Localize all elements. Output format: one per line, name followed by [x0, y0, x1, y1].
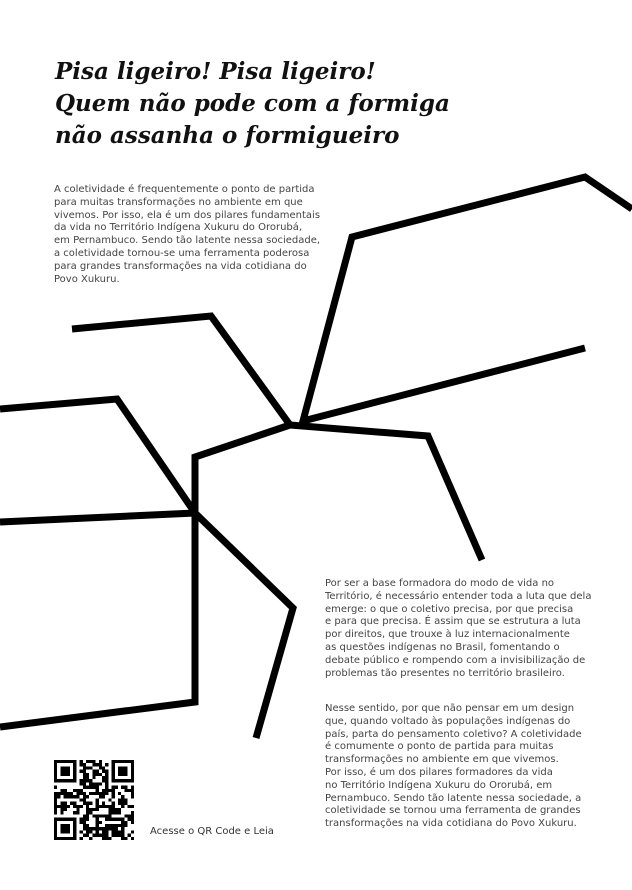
- page-title: [55, 56, 450, 152]
- trail-line-lower-diagonal: [195, 513, 293, 738]
- text-line: para grandes transformações na vida cotidiana do: [54, 260, 307, 272]
- text-line: A coletividade é frequentemente o ponto de partida: [54, 184, 315, 195]
- text-line: Território, é necessário entender toda a luta que dela: [325, 590, 592, 602]
- text-line: vivemos. Por isso, ela é um dos pilares fundamentais: [54, 209, 321, 221]
- text-line: transformações na vida cotidiana do Povo Xukuru.: [325, 818, 577, 830]
- trail-line-center-drop: [0, 425, 290, 727]
- text-line: no Território Indígena Xukuru do Ororubá, em: [325, 779, 553, 791]
- text-line: da vida no Território Indígena Xukuru do Ororubá,: [54, 222, 303, 234]
- qr-code-icon[interactable]: [54, 760, 134, 840]
- title-line: não assanha o formigueiro: [55, 122, 400, 149]
- text-line: Pernambuco. Sendo tão latente nessa sociedade, a: [325, 792, 582, 804]
- text-line: a coletividade tornou-se uma ferramenta poderosa: [54, 247, 310, 259]
- title-line: Quem não pode com a formiga: [55, 90, 450, 117]
- text-line: que, quando voltado às populações indígenas do: [325, 715, 571, 727]
- text-line: emerge: o que o coletivo precisa, por que precisa: [325, 603, 574, 615]
- trail-line-center-right: [290, 425, 482, 560]
- text-line: coletividade se tornou uma ferramenta de grandes: [325, 805, 581, 817]
- body-paragraph-2: [325, 703, 582, 831]
- text-line: as questões indígenas no Brasil, fomentando o: [325, 641, 560, 653]
- trail-line-upper-left: [72, 316, 290, 425]
- text-line: país, parta do pensamento coletivo? A coletividade: [325, 728, 582, 740]
- text-line: Povo Xukuru.: [54, 273, 120, 285]
- text-line: Por isso, é um dos pilares formadores da vida: [325, 766, 553, 778]
- text-line: debate público e rompendo com a invisibilização de: [325, 654, 586, 666]
- trail-line-left-upper: [0, 399, 195, 522]
- text-line: transformações no ambiente em que vivemos.: [325, 754, 559, 766]
- trail-line-top-right: [303, 177, 632, 421]
- body-paragraph-1: [325, 578, 591, 680]
- text-line: problemas tão presentes no território brasileiro.: [325, 667, 565, 679]
- text-line: Por ser a base formadora do modo de vida no: [325, 578, 555, 589]
- text-line: para muitas transformações no ambiente em que: [54, 196, 303, 208]
- text-line: é comumente o ponto de partida para muitas: [325, 741, 554, 753]
- text-line: em Pernambuco. Sendo tão latente nessa sociedade,: [54, 235, 321, 247]
- intro-paragraph: [54, 184, 320, 286]
- text-line: por direitos, que trouxe à luz internacionalmente: [325, 629, 570, 641]
- qr-caption: Acesse o QR Code e Leia: [150, 826, 274, 837]
- text-line: e para que precisa. É assim que se estrutura a luta: [325, 616, 581, 628]
- text-line: Nesse sentido, por que não pensar em um design: [325, 703, 575, 714]
- title-line: Pisa ligeiro! Pisa ligeiro!: [55, 58, 376, 85]
